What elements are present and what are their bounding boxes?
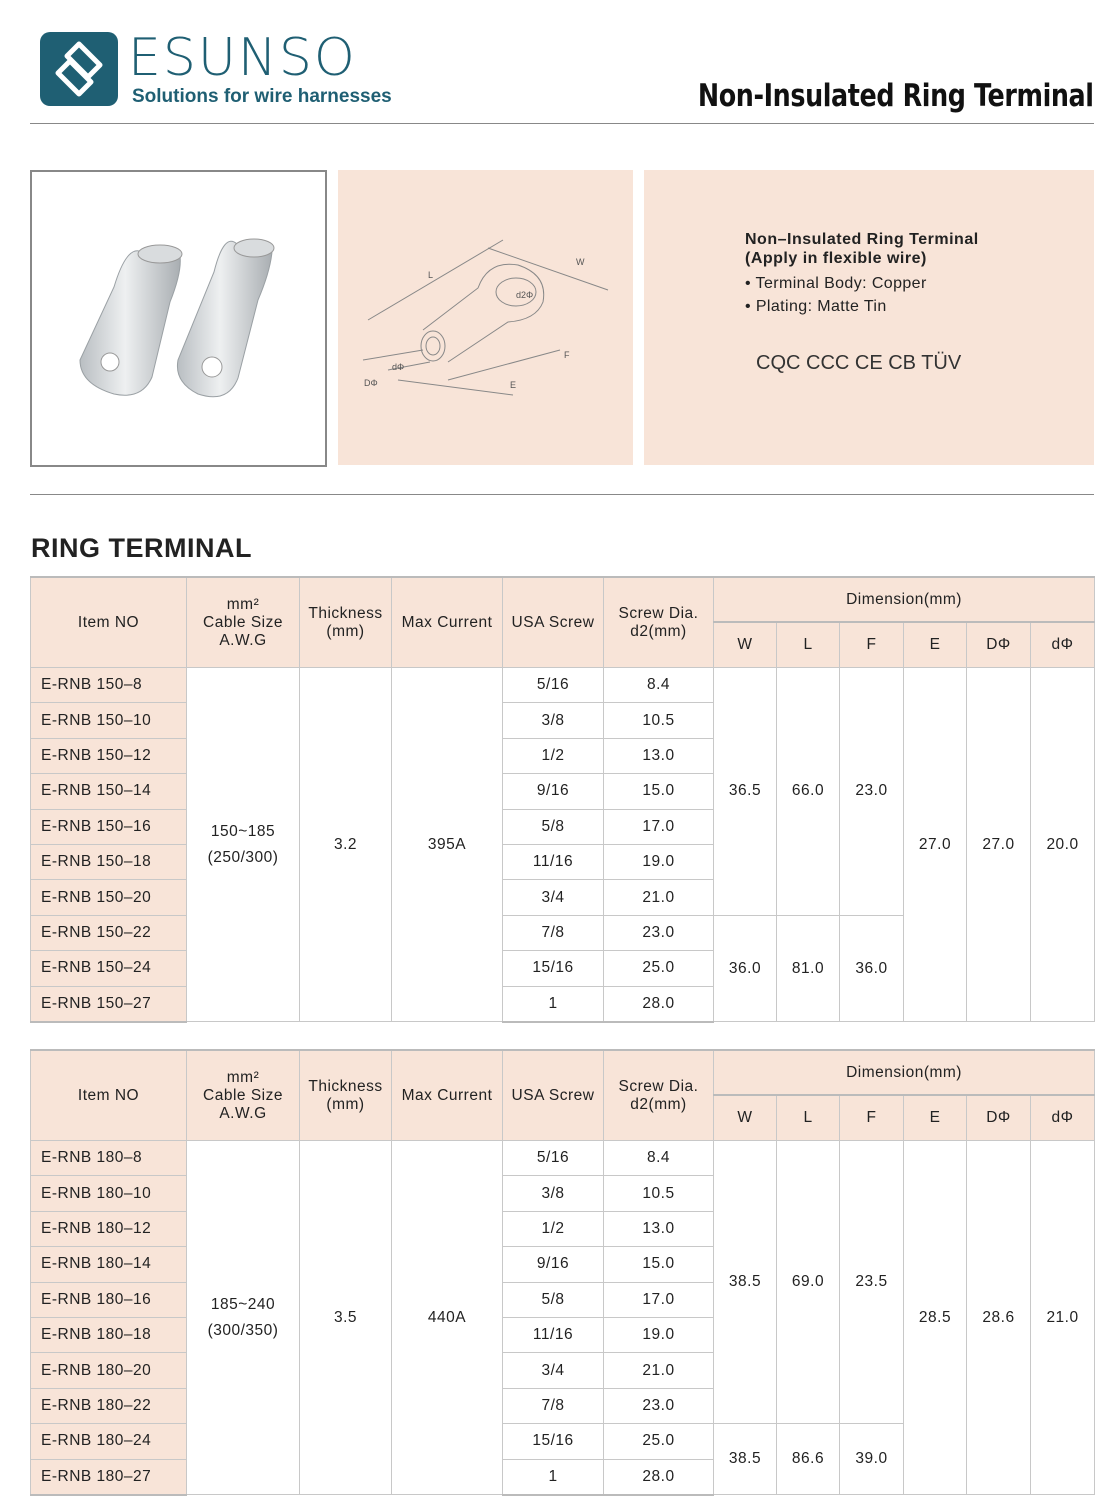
max-current-cell: 395A [392,668,503,1022]
l-value: 69.0 [777,1141,840,1424]
diagram-label-L: L [428,270,434,280]
thickness-cell: 3.5 [300,1141,392,1495]
col-screw-dia [604,577,714,668]
screw-dia: 10.5 [604,1176,714,1211]
screw-dia: 19.0 [604,1317,714,1352]
item-no: E-RNB 180–27 [31,1459,187,1495]
col-e: E [904,1095,967,1141]
d-value: 21.0 [1031,1141,1095,1495]
item-no: E-RNB 150–16 [31,809,187,844]
item-no: E-RNB 150–10 [31,703,187,738]
e-value: 27.0 [904,668,967,1022]
screw-dia: 15.0 [604,774,714,809]
col-thickness [300,577,392,668]
brand-name: ESUNSO [128,28,357,88]
cable-size-cell [187,668,300,1022]
thickness-cell: 3.2 [300,668,392,1022]
col-w: W [714,1095,777,1141]
l-value: 66.0 [777,668,840,916]
usa-screw: 5/8 [503,1282,604,1317]
f-value: 23.5 [840,1141,904,1424]
cable-size-cell [187,1141,300,1495]
item-no: E-RNB 150–20 [31,880,187,915]
label-thickness: Thickness [308,1077,383,1095]
item-no: E-RNB 180–22 [31,1388,187,1423]
item-no: E-RNB 180–12 [31,1211,187,1246]
item-no: E-RNB 150–14 [31,774,187,809]
unit-thickness: (mm) [326,622,365,640]
w-value: 38.5 [714,1424,777,1495]
e-value: 28.5 [904,1141,967,1495]
product-spec-list [745,272,927,318]
item-no: E-RNB 150–8 [31,668,187,703]
l-value: 81.0 [777,915,840,1022]
label-awg: A.W.G [219,1104,267,1122]
f-value: 23.0 [840,668,904,916]
item-no: E-RNB 180–18 [31,1317,187,1352]
item-no: E-RNB 180–10 [31,1176,187,1211]
unit-mm2: mm² [226,595,260,613]
col-dimension: Dimension(mm) [714,1050,1095,1095]
spec-table-180 [30,1049,1095,1496]
spec-plating: • Plating: Matte Tin [745,298,887,315]
col-max-current: Max Current [392,577,503,668]
usa-screw: 1/2 [503,1211,604,1246]
col-w: W [714,622,777,668]
awg-value: (300/350) [207,1321,279,1339]
col-item-no: Item NO [31,1050,187,1141]
col-l: L [777,622,840,668]
section-title: RING TERMINAL [31,533,252,563]
col-item-no: Item NO [31,577,187,668]
usa-screw: 9/16 [503,1247,604,1282]
usa-screw: 9/16 [503,774,604,809]
usa-screw: 5/8 [503,809,604,844]
screw-dia: 8.4 [604,668,714,703]
dimension-diagram [338,170,633,465]
page-title: Non-Insulated Ring Terminal [698,78,1094,114]
diagram-label-E: E [510,380,517,390]
diagram-label-D: DΦ [364,378,378,388]
w-value: 36.5 [714,668,777,916]
header-divider [30,123,1094,124]
usa-screw: 3/8 [503,703,604,738]
f-value: 39.0 [840,1424,904,1495]
item-no: E-RNB 150–24 [31,951,187,986]
usa-screw: 11/16 [503,1317,604,1352]
screw-dia: 8.4 [604,1141,714,1176]
d-value: 20.0 [1031,668,1095,1022]
usa-screw: 3/4 [503,880,604,915]
usa-screw: 1 [503,986,604,1022]
product-photo [30,170,327,467]
item-no: E-RNB 150–12 [31,738,187,773]
awg-value: (250/300) [207,848,279,866]
col-screw-dia [604,1050,714,1141]
col-l: L [777,1095,840,1141]
col-D: DΦ [967,1095,1031,1141]
item-no: E-RNB 180–24 [31,1424,187,1459]
col-D: DΦ [967,622,1031,668]
D-value: 28.6 [967,1141,1031,1495]
product-info-title [745,230,979,268]
unit-mm2: mm² [226,1068,260,1086]
col-max-current: Max Current [392,1050,503,1141]
max-current-cell: 440A [392,1141,503,1495]
label-screw-dia: Screw Dia. [618,1077,699,1095]
info-title-line1: Non–Insulated Ring Terminal [745,231,979,248]
w-value: 38.5 [714,1141,777,1424]
screw-dia: 17.0 [604,809,714,844]
screw-dia: 25.0 [604,1424,714,1459]
brand-logo-icon [40,32,118,106]
cable-size-value: 150~185 [210,822,276,840]
col-usa-screw: USA Screw [503,577,604,668]
screw-dia: 13.0 [604,738,714,773]
usa-screw: 1/2 [503,738,604,773]
col-cable-size [187,1050,300,1141]
screw-dia: 25.0 [604,951,714,986]
usa-screw: 1 [503,1459,604,1495]
screw-dia: 13.0 [604,1211,714,1246]
col-dimension: Dimension(mm) [714,577,1095,622]
diagram-label-d2: d2Φ [516,290,534,300]
usa-screw: 3/4 [503,1353,604,1388]
spec-body-material: • Terminal Body: Copper [745,275,927,292]
usa-screw: 15/16 [503,951,604,986]
w-value: 36.0 [714,915,777,1022]
col-d: dΦ [1031,1095,1095,1141]
screw-dia: 21.0 [604,1353,714,1388]
item-no: E-RNB 180–20 [31,1353,187,1388]
usa-screw: 11/16 [503,844,604,879]
col-e: E [904,622,967,668]
screw-dia: 23.0 [604,915,714,950]
section-divider [30,494,1094,495]
screw-dia: 28.0 [604,986,714,1022]
item-no: E-RNB 150–27 [31,986,187,1022]
diagram-label-d: dΦ [392,362,405,372]
screw-dia: 28.0 [604,1459,714,1495]
usa-screw: 3/8 [503,1176,604,1211]
usa-screw: 5/16 [503,1141,604,1176]
item-no: E-RNB 180–16 [31,1282,187,1317]
spec-table-150 [30,576,1095,1023]
usa-screw: 15/16 [503,1424,604,1459]
diagram-label-W: W [576,257,585,267]
label-screw-dia: Screw Dia. [618,604,699,622]
label-cable-size: Cable Size [203,1086,283,1104]
item-no: E-RNB 150–18 [31,844,187,879]
table-row [31,668,1095,703]
certification-marks: CQC CCC CE CB TÜV [756,352,962,374]
info-title-line2: (Apply in flexible wire) [745,250,927,267]
col-thickness [300,1050,392,1141]
table-row [31,1141,1095,1176]
screw-dia: 23.0 [604,1388,714,1423]
screw-dia: 17.0 [604,1282,714,1317]
f-value: 36.0 [840,915,904,1022]
col-cable-size [187,577,300,668]
item-no: E-RNB 150–22 [31,915,187,950]
col-usa-screw: USA Screw [503,1050,604,1141]
label-thickness: Thickness [308,604,383,622]
item-no: E-RNB 180–14 [31,1247,187,1282]
unit-thickness: (mm) [326,1095,365,1113]
item-no: E-RNB 180–8 [31,1141,187,1176]
l-value: 86.6 [777,1424,840,1495]
label-awg: A.W.G [219,631,267,649]
cable-size-value: 185~240 [210,1295,276,1313]
usa-screw: 7/8 [503,915,604,950]
screw-dia: 15.0 [604,1247,714,1282]
col-f: F [840,622,904,668]
brand-tagline: Solutions for wire harnesses [132,86,392,107]
unit-screw-dia: d2(mm) [630,622,687,640]
col-f: F [840,1095,904,1141]
screw-dia: 21.0 [604,880,714,915]
screw-dia: 19.0 [604,844,714,879]
col-d: dΦ [1031,622,1095,668]
screw-dia: 10.5 [604,703,714,738]
unit-screw-dia: d2(mm) [630,1095,687,1113]
D-value: 27.0 [967,668,1031,1022]
label-cable-size: Cable Size [203,613,283,631]
diagram-label-F: F [564,350,570,360]
usa-screw: 5/16 [503,668,604,703]
usa-screw: 7/8 [503,1388,604,1423]
